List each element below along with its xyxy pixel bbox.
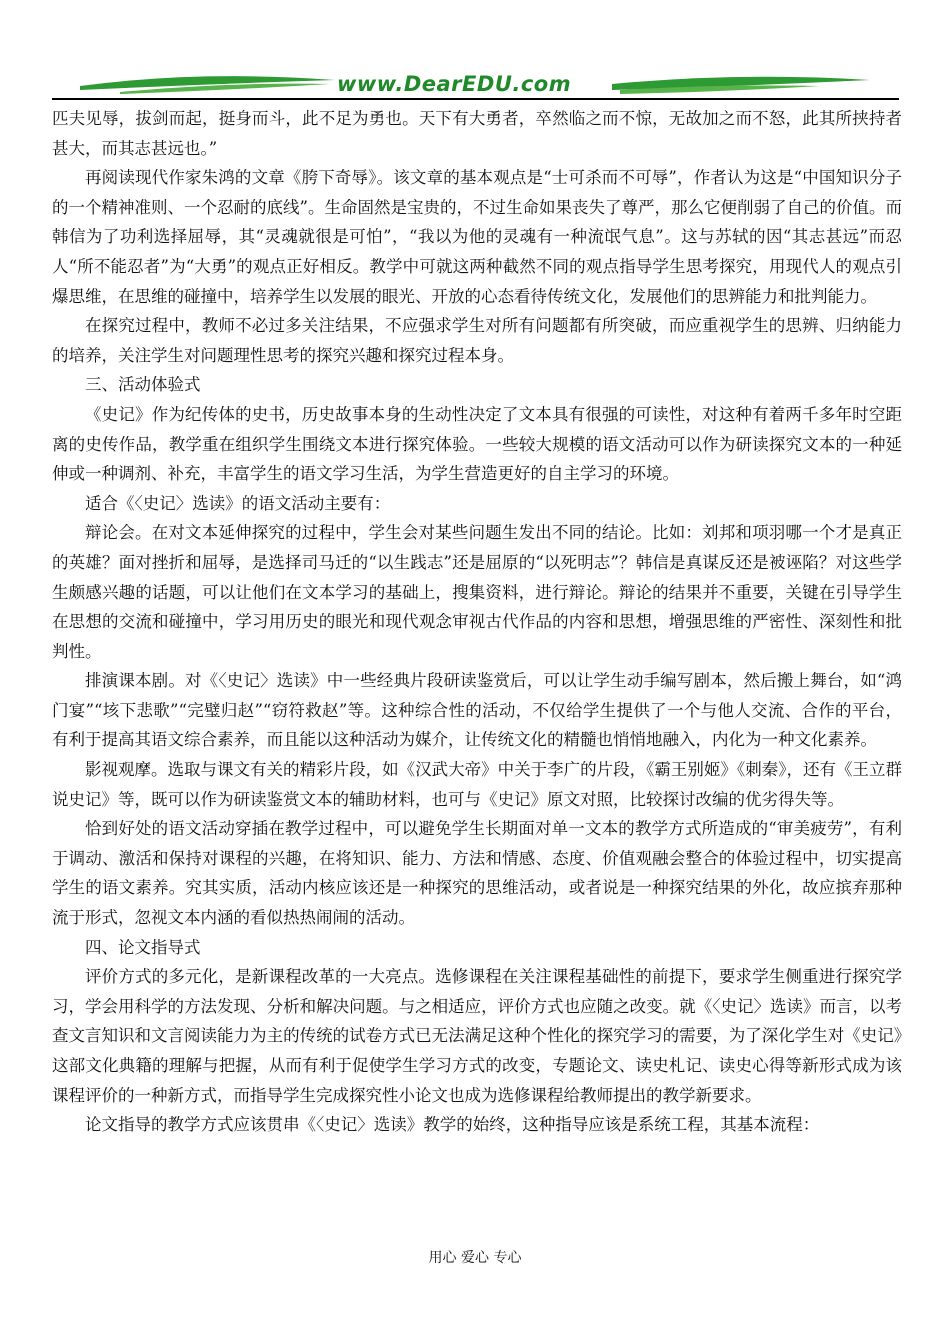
paragraph: 辩论会。在对文本延伸探究的过程中，学生会对某些问题生发出不同的结论。比如：刘邦和项羽哪一个才是真正的英雄？面对挫折和屈辱，是选择司马迁的“以生践志”还是屈原的“以死明志”？韩信是真谋反还是被诬陷？对这些学生颇感兴趣的话题，可以让他们在文本学习的基础上，搜集资料，进行辩论。辩论的结果并不重要，关键在引导学生在思想的交流和碰撞中，学习用历史的眼光和现代观念审视古代作品的内容和思想，增强思维的严密性、深刻性和批判性。 <box>52 523 902 661</box>
page-header <box>0 0 950 110</box>
paragraph: 排演课本剧。对《〈史记〉选读》中一些经典片段研读鉴赏后，可以让学生动手编写剧本，然后搬上舞台，如“鸿门宴”“垓下悲歌”“完璧归赵”“窃符救赵”等。这种综合性的活动，不仅给学生提供了一个与他人交流、合作的平台，有利于提高其语文综合素养，而且能以这种活动为媒介，让传统文化的精髓也悄悄地融入，内化为一种文化素养。 <box>52 671 902 750</box>
paragraph: 影视观摩。选取与课文有关的精彩片段，如《汉武大帝》中关于李广的片段，《霸王别姬》《刺秦》，还有《王立群说史记》等，既可以作为研读鉴赏文本的辅助材料，也可与《史记》原文对照，比较探讨改编的优劣得失等。 <box>52 760 902 809</box>
paragraph: 匹夫见辱，拔剑而起，挺身而斗，此不足为勇也。天下有大勇者，卒然临之而不惊，无故加之而不怒，此其所挟持者甚大，而其志甚远也。” <box>52 109 902 158</box>
page-footer: 用心 爱心 专心 <box>428 1250 522 1266</box>
article-body <box>52 104 902 1140</box>
paragraph: 再阅读现代作家朱鸿的文章《胯下奇辱》。该文章的基本观点是“士可杀而不可辱”，作者认为这是“中国知识分子的一个精神准则、一个忍耐的底线”。生命固然是宝贵的，不过生命如果丧失了尊严，那么它便削弱了自己的价值。而韩信为了功利选择屈辱，其“灵魂就很是可怕”，“我以为他的灵魂有一种流氓气息”。这与苏轼的因“其志甚远”而忍人“所不能忍者”为“大勇”的观点正好相反。教学中可就这两种截然不同的观点指导学生思考探究，用现代人的观点引爆思维，在思维的碰撞中，培养学生以发展的眼光、开放的心态看待传统文化，发展他们的思辨能力和批判能力。 <box>52 168 902 306</box>
paragraph: 评价方式的多元化，是新课程改革的一大亮点。选修课程在关注课程基础性的前提下，要求学生侧重进行探究学习，学会用科学的方法发现、分析和解决问题。与之相适应，评价方式也应随之改变。就《〈史记〉选读》而言，以考查文言知识和文言阅读能力为主的传统的试卷方式已无法满足这种个性化的探究学习的需要，为了深化学生对《史记》这部文化典籍的理解与把握，从而有利于促使学生学习方式的改变，专题论文、读史札记、读史心得等新形式成为该课程评价的一种新方式，而指导学生完成探究性小论文也成为选修课程给教师提出的教学新要求。 <box>52 967 902 1105</box>
section-heading: 四、论文指导式 <box>85 937 201 957</box>
paragraph: 在探究过程中，教师不必过多关注结果，不应强求学生对所有问题都有所突破，而应重视学生的思辨、归纳能力的培养，关注学生对问题理性思考的探究兴趣和探究过程本身。 <box>52 316 902 365</box>
paragraph: 适合《〈史记〉选读》的语文活动主要有： <box>85 493 391 513</box>
section-heading: 三、活动体验式 <box>85 375 201 395</box>
site-logo-text[interactable]: www.DearEDU.com <box>337 72 572 96</box>
paragraph: 恰到好处的语文活动穿插在教学过程中，可以避免学生长期面对单一文本的教学方式所造成的“审美疲劳”，有利于调动、激活和保持对课程的兴趣，在将知识、能力、方法和情感、态度、价值观融会整合的体验过程中，切实提高学生的语文素养。究其实质，活动内核应该还是一种探究的思维活动，或者说是一种探究结果的外化，故应摈弃那种流于形式，忽视文本内涵的看似热热闹闹的活动。 <box>52 819 902 928</box>
paragraph: 论文指导的教学方式应该贯串《〈史记〉选读》教学的始终，这种指导应该是系统工程，其基本流程： <box>85 1115 820 1135</box>
header-rule <box>52 98 899 100</box>
paragraph: 《史记》作为纪传体的史书，历史故事本身的生动性决定了文本具有很强的可读性，对这种有着两千多年时空距离的史传作品，教学重在组织学生围绕文本进行探究体验。一些较大规模的语文活动可以作为研读探究文本的一种延伸或一种调剂、补充，丰富学生的语文学习生活，为学生营造更好的自主学习的环境。 <box>52 404 902 484</box>
